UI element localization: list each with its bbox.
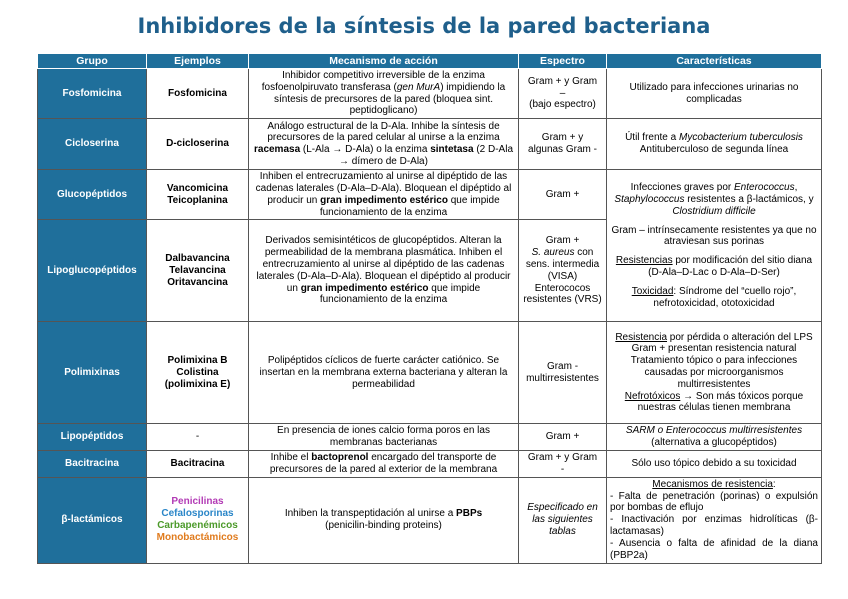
group-cell: Lipopéptidos bbox=[38, 424, 147, 451]
examples-cell bbox=[147, 477, 249, 563]
table-row bbox=[38, 170, 822, 220]
mechanism-cell: Análogo estructural de la D-Ala. Inhibe la síntesis de precursores de la pared celular al unirse a la enzima racemasa (L-Ala → D-Ala) o la enzima sintetasa (2 D-Ala → dímero de D-Ala) bbox=[249, 119, 519, 170]
table-row bbox=[38, 424, 822, 451]
mechanism-cell: Polipéptidos cíclicos de fuerte carácter catiónico. Se insertan en la membrana externa bacteriana y alteran la permeabilidad bbox=[249, 322, 519, 424]
list-item: - Ausencia o falta de afinidad de la diana (PBP2a) bbox=[610, 537, 818, 561]
group-cell: Lipoglucopéptidos bbox=[38, 220, 147, 322]
examples-cell: Dalbavancina Telavancina Oritavancina bbox=[147, 220, 249, 322]
header-ejemplos: Ejemplos bbox=[147, 54, 249, 69]
mechanism-cell: Inhiben la transpeptidación al unirse a PBPs (penicilin-binding proteins) bbox=[249, 477, 519, 563]
spectrum-cell: Gram + y Gram - bbox=[519, 450, 607, 477]
spectrum-cell: Gram + S. aureus con sens. intermedia (VISA) Enterococos resistentes (VRS) bbox=[519, 220, 607, 322]
group-cell: Polimixinas bbox=[38, 322, 147, 424]
table-row bbox=[38, 119, 822, 170]
examples-cell: Bacitracina bbox=[147, 450, 249, 477]
features-cell: Resistencia por pérdida o alteración del LPS Gram + presentan resistencia natural Tratamiento tópico o para infecciones causadas por microorganismos multirresistentes Nefrotóxicos → Son más tóxicos porque nuestras células tienen membrana bbox=[607, 322, 822, 424]
features-cell: Mecanismos de resistencia: - Falta de penetración (porinas) o expulsión por bombas de eflujo - Inactivación por enzimas hidrolíticas (β-lactamasas) - Ausencia o falta de afinidad de la diana (PBP2a) bbox=[607, 477, 822, 563]
header-mecanismo: Mecanismo de acción bbox=[249, 54, 519, 69]
examples-cell: - bbox=[147, 424, 249, 451]
cefalosporinas-label: Cefalosporinas bbox=[161, 508, 234, 520]
list-item: - Falta de penetración (porinas) o expulsión por bombas de eflujo bbox=[610, 490, 818, 514]
mechanism-cell: Inhibe el bactoprenol encargado del transporte de precursores de la pared al exterior de la membrana bbox=[249, 450, 519, 477]
examples-cell: D-cicloserina bbox=[147, 119, 249, 170]
header-grupo: Grupo bbox=[38, 54, 147, 69]
spectrum-cell: Gram - multirresistentes bbox=[519, 322, 607, 424]
spectrum-cell: Gram + bbox=[519, 170, 607, 220]
spectrum-cell: Gram + y Gram – (bajo espectro) bbox=[519, 69, 607, 119]
header-row bbox=[38, 54, 822, 69]
group-cell: Glucopéptidos bbox=[38, 170, 147, 220]
group-cell: Cicloserina bbox=[38, 119, 147, 170]
group-cell: β-lactámicos bbox=[38, 477, 147, 563]
list-item: - Inactivación por enzimas hidrolíticas (β-lactamasas) bbox=[610, 514, 818, 537]
mechanism-cell: Inhibidor competitivo irreversible de la enzima fosfoenolpiruvato transferasa (gen MurA) impidiendo la síntesis de precursores de la pared (bloquea sint. peptidoglicano) bbox=[249, 69, 519, 119]
header-espectro: Espectro bbox=[519, 54, 607, 69]
group-cell: Fosfomicina bbox=[38, 69, 147, 119]
group-cell: Bacitracina bbox=[38, 450, 147, 477]
header-caracteristicas: Características bbox=[607, 54, 822, 69]
carbapenemicos-label: Carbapenémicos bbox=[157, 520, 238, 532]
table-row bbox=[38, 322, 822, 424]
examples-cell: Polimixina B Colistina (polimixina E) bbox=[147, 322, 249, 424]
features-cell: Útil frente a Mycobacterium tuberculosis Antituberculoso de segunda línea bbox=[607, 119, 822, 170]
spectrum-cell: Gram + bbox=[519, 424, 607, 451]
penicilinas-label: Penicilinas bbox=[171, 496, 224, 508]
features-cell: SARM o Enterococcus multirresistentes (alternativa a glucopéptidos) bbox=[607, 424, 822, 451]
features-cell: Utilizado para infecciones urinarias no complicadas bbox=[607, 69, 822, 119]
mechanism-cell: Derivados semisintéticos de glucopéptidos. Alteran la permeabilidad de la membrana plasmática. Inhiben el entrecruzamiento al unirse al dipéptido de las cadenas laterales (D-Ala–D-Ala). Bloquean el dipéptido al producir un gran impedimento estérico que impide funcionamiento de la enzima bbox=[249, 220, 519, 322]
features-cell: Sólo uso tópico debido a su toxicidad bbox=[607, 450, 822, 477]
page-title: Inhibidores de la síntesis de la pared bacteriana bbox=[137, 14, 711, 38]
antibiotics-table bbox=[37, 53, 822, 564]
mechanism-cell: Inhiben el entrecruzamiento al unirse al dipéptido de las cadenas laterales (D-Ala–D-Ala). Bloquean el dipéptido al producir un gran impedimento estérico que impide funcionamiento de la enzima bbox=[249, 170, 519, 220]
table-row bbox=[38, 477, 822, 563]
spectrum-cell: Gram + y algunas Gram - bbox=[519, 119, 607, 170]
spectrum-cell: Especificado en las siguientes tablas bbox=[519, 477, 607, 563]
mechanism-cell: En presencia de iones calcio forma poros en las membranas bacterianas bbox=[249, 424, 519, 451]
table-row bbox=[38, 450, 822, 477]
monobactamicos-label: Monobactámicos bbox=[156, 531, 239, 543]
examples-cell: Vancomicina Teicoplanina bbox=[147, 170, 249, 220]
table-row bbox=[38, 69, 822, 119]
examples-cell: Fosfomicina bbox=[147, 69, 249, 119]
features-cell: Infecciones graves por Enterococcus, Staphylococcus resistentes a β-lactámicos, y Clostridium difficile Gram – intrínsecamente resistentes ya que no atraviesan sus porinas Resistencias por modificación del sitio diana (D-Ala–D-Lac o D-Ala–D-Ser) Toxicidad: Síndrome del “cuello rojo”, nefrotoxicidad, ototoxicidad bbox=[607, 170, 822, 322]
